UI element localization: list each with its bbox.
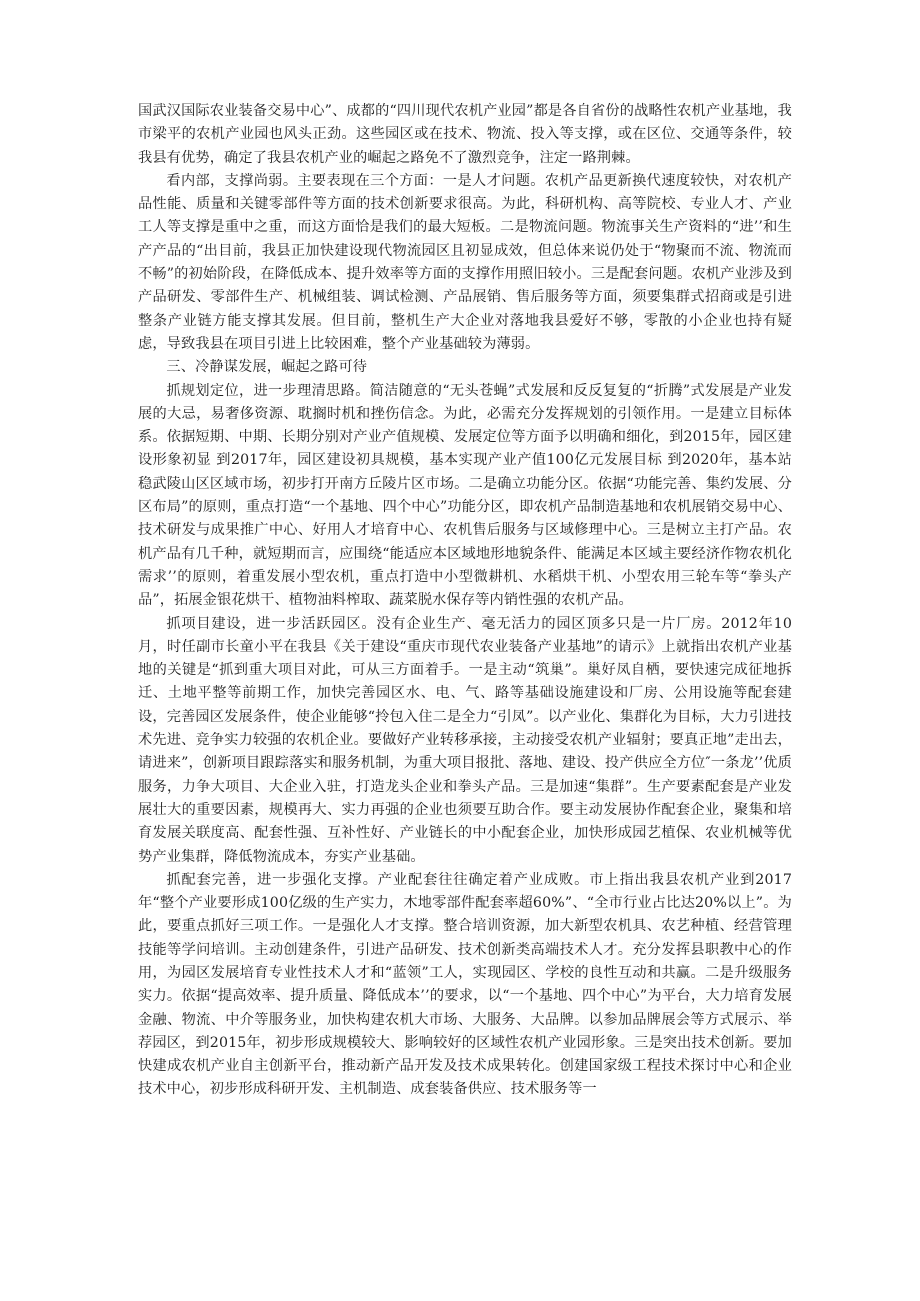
document-page	[138, 100, 792, 1102]
paragraph-internal-support: 看内部，支撑尚弱。主要表现在三个方面：一是人才问题。农机产品更新换代速度较快，对农机产品性能、质量和关键零部件等方面的技术创新要求很高。为此，科研机构、高等院校、专业人才、产业工人等支撑是重中之重，而这方面恰是我们的最大短板。二是物流问题。物流事关生产资料的“进’’和生产产品的“出目前，我县正加快建设现代物流园区且初显成效，但总体来说仍处于“物聚而不流、物流而不畅”的初始阶段，在降低成本、提升效率等方面的支撑作用照旧较小。三是配套问题。农机产业涉及到产品研发、零部件生产、机械组装、调试检测、产品展销、售后服务等方面，须要集群式招商或是引进整条产业链方能支撑其发展。但目前，整机生产大企业对落地我县爱好不够，零散的小企业也持有疑虑，导致我县在项目引进上比较困难，整个产业基础较为薄弱。	[138, 172, 792, 352]
paragraph-continuation: 国武汉国际农业装备交易中心”、成都的“四川现代农机产业园”都是各自省份的战略性农机产业基地，我市梁平的农机产业园也风头正劲。这些园区或在技术、物流、投入等支撑，或在区位、交通等条件，较我县有优势，确定了我县农机产业的崛起之路免不了激烈竞争，注定一路荆棘。	[138, 103, 792, 166]
paragraph-projects: 抓项目建设，进一步活跃园区。没有企业生产、毫无活力的园区顶多只是一片厂房。2012年10月，时任副市长童小平在我县《关于建设“重庆市现代农业装备产业基地”的请示》上就指出农机产业基地的关键是“抓到重大项目对此，可从三方面着手。一是主动“筑巢”。巢好凤自栖，要快速完成征地拆迁、土地平整等前期工作，加快完善园区水、电、气、路等基础设施建设和厂房、公用设施等配套建设，完善园区发展条件，使企业能够“拎包入住二是全力“引凤”。以产业化、集群化为目标，大力引进技术先进、竞争实力较强的农机企业。要做好产业转移承接，主动接受农机产业辐射；要真正地”走出去，请进来”，创新项目跟踪落实和服务机制，为重大项目报批、落地、建设、投产供应全方位″一条龙’’优质服务，力争大项目、大企业入驻，打造龙头企业和拳头产品。三是加速“集群”。生产要素配套是产业发展壮大的重要因素，规模再大、实力再强的企业也须要互助合作。要主动发展协作配套企业，聚集和培育发展关联度高、配套性强、互补性好、产业链长的中小配套企业，加快形成园艺植保、农业机械等优势产业集群，降低物流成本，夯实产业基础。	[138, 615, 792, 865]
paragraph-supporting: 抓配套完善，进一步强化支撑。产业配套往往确定着产业成败。市上指出我县农机产业到2017年“整个产业要形成100亿级的生产实力，木地零部件配套率超60%”、“全市行业占比达20%以上”。为此，要重点抓好三项工作。一是强化人才支撑。整合培训资源，加大新型农机具、农艺种植、经营管理技能等学问培训。主动创建条件，引进产品研发、技术创新类高端技术人才。充分发挥县职教中心的作用，为园区发展培育专业性技术人才和“蓝领”工人，实现园区、学校的良性互动和共赢。二是升级服务实力。依据“提高效率、提升质量、降低成本’’的要求，以“一个基地、四个中心”为平台，大力培育发展金融、物流、中介等服务业，加快构建农机大市场、大服务、大品牌。以参加品牌展会等方式展示、举荐园区，到2015年，初步形成规模较大、影响较好的区域性农机产业园形象。三是突出技术创新。要加快建成农机产业自主创新平台，推动新产品开发及技术成果转化。创建国家级工程技术探讨中心和企业技术中心，初步形成科研开发、主机制造、成套装备供应、技术服务等一	[138, 871, 792, 1098]
paragraph-planning: 抓规划定位，进一步理清思路。简洁随意的“无头苍蝇”式发展和反反复复的“折腾”式发展是产业发展的大忌，易奢侈资源、耽搁时机和挫伤信念。为此，必需充分发挥规划的引领作用。一是建立目标体系。依据短期、中期、长期分别对产业产值规模、发展定位等方面予以明确和细化，到2015年，园区建设形象初显 到2017年，园区建设初具规模，基本实现产业产值100亿元发展目标 到2020年，基本站稳武陵山区区域市场，初步打开南方丘陵片区市场。二是确立功能分区。依据“功能完善、集约发展、分区布局”的原则，重点打造“一个基地、四个中心”功能分区，即农机产品制造基地和农机展销交易中心、技术研发与成果推广中心、好用人才培育中心、农机售后服务与区域修理中心。三是树立主打产品。农机产品有几千种，就短期而言，应围绕“能适应本区域地形地貌条件、能满足本区域主要经济作物农机化需求’’的原则，着重发展小型农机，重点打造中小型微耕机、水稻烘干机、小型农用三轮车等“拳头产品”，拓展金银花烘干、植物油料榨取、蔬菜脱水保存等内销性强的农机产品。	[138, 382, 792, 609]
section-heading: 三、冷静谋发展，崛起之路可待	[166, 359, 368, 376]
